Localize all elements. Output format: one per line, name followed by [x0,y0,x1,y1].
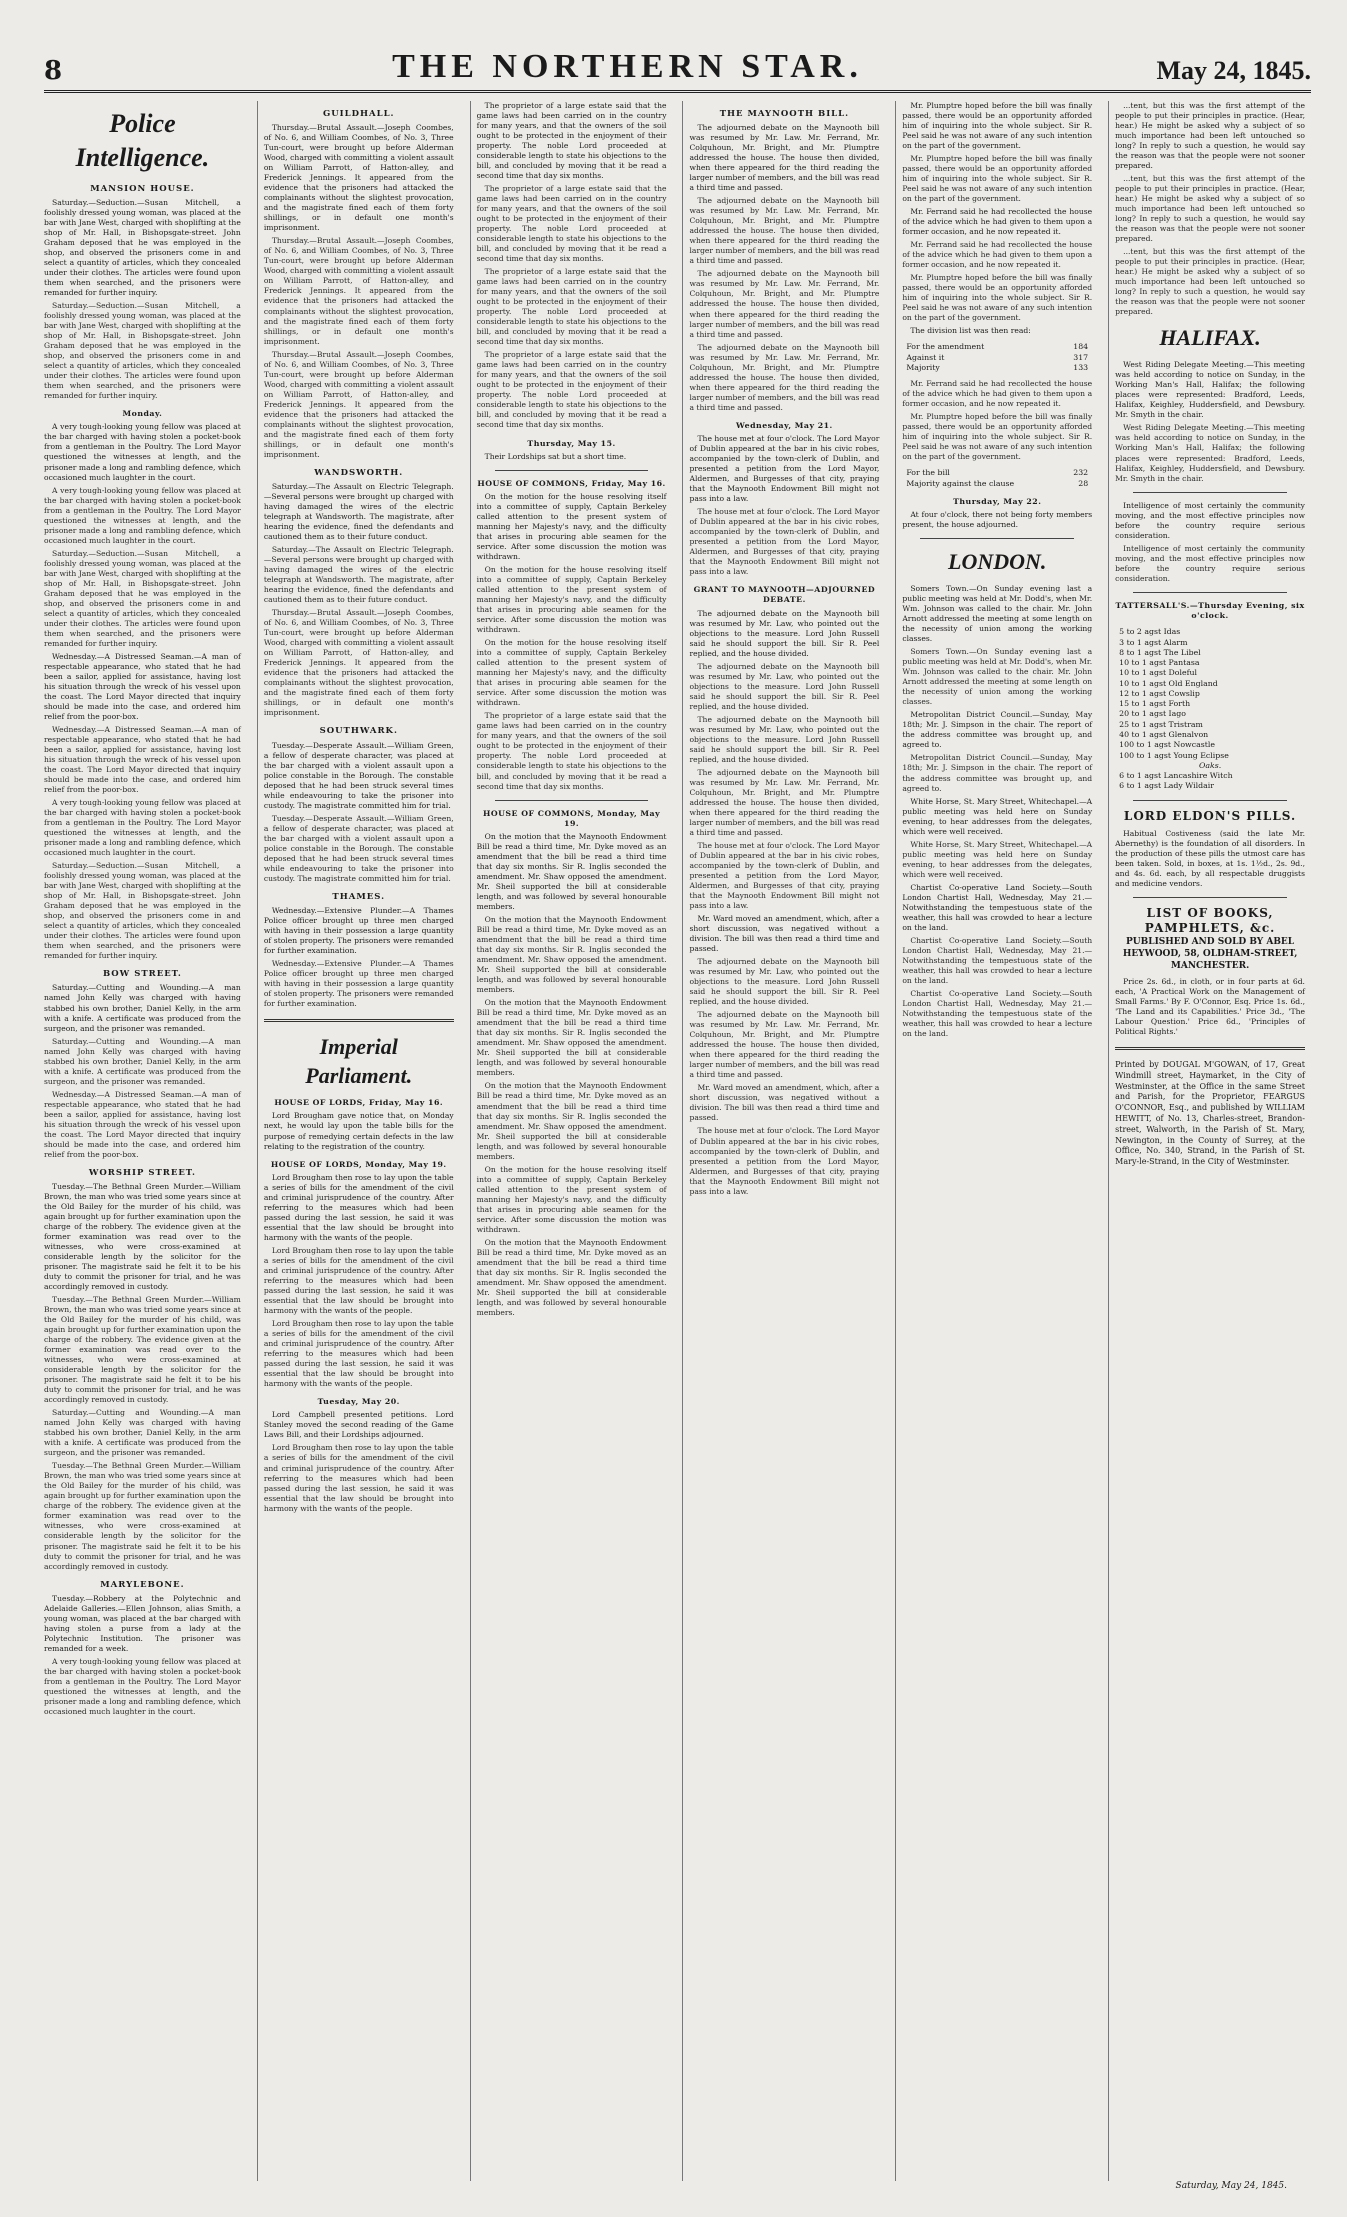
article-text: A very tough-looking young fellow was placed at the bar charged with having stolen a pocket-book from a gentleman in the Poultry. The Lord Mayor questioned the witnesses at length, and the prisoner made a long and rambling defence, which occasioned much laughter in the court. [44,422,241,482]
article-text: Mr. Plumptre hoped before the bill was finally passed, there would be an opportunity afforded him of inquiring into the whole subject. Sir R. Peel said he was not aware of any such intention on the part of the government. [902,273,1093,323]
article-text: Tuesday.—Desperate Assault.—William Green, a fellow of desperate character, was placed at the bar charged with a violent assault upon a police constable in the Borough. The constable deposed that he had been struck several times while endeavouring to take the prisoner into custody. The magistrate committed him for trial. [263,813,454,883]
betting-row: 12 to 1 agst Cowslip [1119,688,1200,698]
article-text: Chartist Co-operative Land Society.—South London Chartist Hall, Wednesday, May 21.—Notwithstanding the tempestuous state of the weather, this hall was crowded to hear a lecture on the land. [902,882,1093,932]
betting-row: 100 to 1 agst Nowcastle [1119,740,1215,750]
article-text: The adjourned debate on the Maynooth bill was resumed by Mr. Law. Mr. Ferrand, Mr. Colquhoun, Mr. Bright, and Mr. Plumptre addressed the house. The house then divided, when there appeared for the third reading the larger number of members, and the bill was read a third time and passed. [689,196,880,266]
article-text: Saturday.—The Assault on Electric Telegraph.—Several persons were brought up charged with having damaged the wires of the electric telegraph at Wandsworth. The magistrate, after hearing the evidence, fined the defendants and cautioned them as to their future conduct. [263,481,454,542]
subheading: Thursday, May 22. [953,496,1042,506]
subheading: GUILDHALL. [322,109,395,119]
subheading: WORSHIP STREET. [88,1167,196,1178]
betting-row: 20 to 1 agst Iago [1119,709,1186,719]
article-text: The adjourned debate on the Maynooth bill was resumed by Mr. Law. Mr. Ferrand, Mr. Colquhoun, Mr. Bright, and Mr. Plumptre addressed the house. The house then divided, when there appeared for the third reading the larger number of members, and the bill was read a third time and passed. [689,767,880,838]
article-text: Wednesday.—Extensive Plunder.—A Thames Police officer brought up three men charged with having in their possession a large quantity of stolen property. The prisoners were remanded for further examination. [263,959,454,1009]
article-text: Mr. Plumptre hoped before the bill was finally passed, there would be an opportunity afforded him of inquiring into the whole subject. Sir R. Peel said he was not aware of any such intention on the part of the government. [902,101,1093,151]
column-4 [682,101,885,2181]
betting-row: 8 to 1 agst The Libel [1119,647,1201,657]
article-text: Chartist Co-operative Land Society.—South London Chartist Hall, Wednesday, May 21.—Notwithstanding the tempestuous state of the weather, this hall was crowded to hear a lecture on the land. [902,935,1093,985]
divider [1133,800,1287,801]
article-text: Tuesday.—Desperate Assault.—William Green, a fellow of desperate character, was placed at the bar charged with a violent assault upon a police constable in the Borough. The constable deposed that he had been struck several times while endeavouring to take the prisoner into custody. The magistrate committed him for trial. [263,740,454,810]
masthead [44,40,1311,93]
columns [44,101,1311,2181]
section-heading-parliament: Imperial Parliament. [305,1034,413,1089]
article-text: Intelligence of most certainly the community moving, and the most effective principles now before the country require serious consideration. [1115,500,1305,540]
subheading: Thursday, May 15. [527,438,616,448]
article-text: Saturday.—Seduction.—Susan Mitchell, a foolishly dressed young woman, was placed at the bar with Jane West, charged with shoplifting at the shop of Mr. Hall, in Bishopsgate-street. John Graham deposed that he was employed in the shop, and observed the prisoners come in and select a quantity of articles, which they concealed under their clothes. The articles were found upon them when searched, and the prisoners were remanded for further inquiry. [44,861,241,961]
article-text: The adjourned debate on the Maynooth bill was resumed by Mr. Law, who pointed out the objections to the measure. Lord John Russell said he should support the bill. Sir R. Peel replied, and the house divided. [689,608,880,658]
article-text: Saturday.—Cutting and Wounding.—A man named John Kelly was charged with having stabbed his own brother, Daniel Kelly, in the arm with a knife. A certificate was produced from the surgeon, and the prisoner was remanded. [44,983,241,1033]
betting-row: 25 to 1 agst Tristram [1119,719,1203,729]
betting-row: 6 to 1 agst Lancashire Witch [1119,771,1233,781]
article-text: Thursday.—Brutal Assault.—Joseph Coombes, of No. 6, and William Coombes, of No. 3, Three Tun-court, were brought up before Alderman Wood, charged with committing a violent assault on William Parrott, of Hatton-alley, and Frederick Jennings. It appeared from the evidence that the prisoners had attacked the complainants without the slightest provocation, and the magistrate fined each of them forty shillings, or in default one month's imprisonment. [263,349,454,459]
article-text: Metropolitan District Council.—Sunday, May 18th; Mr. J. Simpson in the chair. The report of the address committee was brought up, and agreed to. [902,710,1093,750]
divider [1133,592,1287,593]
article-text: Saturday.—Cutting and Wounding.—A man named John Kelly was charged with having stabbed his own brother, Daniel Kelly, in the arm with a knife. A certificate was produced from the surgeon, and the prisoner was remanded. [44,1036,241,1086]
subheading: MARYLEBONE. [100,1579,185,1590]
betting-list [1115,627,1305,792]
article-text: Lord Brougham gave notice that, on Monday next, he would lay upon the table bills for the purpose of remedying certain defects in the law relating to the registration of the country. [263,1111,454,1151]
article-text: The division list was then read: [910,326,1031,336]
column-5 [895,101,1098,2181]
article-text: Thursday.—Brutal Assault.—Joseph Coombes, of No. 6, and William Coombes, of No. 3, Three Tun-court, were brought up before Alderman Wood, charged with committing a violent assault on William Parrott, of Hatton-alley, and Frederick Jennings. It appeared from the evidence that the prisoners had attacked the complainants without the slightest provocation, and the magistrate fined each of them forty shillings, or in default one month's imprisonment. [263,236,454,346]
divider [1133,492,1287,493]
column-2 [257,101,460,2181]
ad-subtitle: PUBLISHED AND SOLD BY ABEL HEYWOOD, 58, OLDHAM-STREET, MANCHESTER. [1122,937,1298,972]
article-text: Mr. Plumptre hoped before the bill was finally passed, there would be an opportunity afforded him of inquiring into the whole subject. Sir R. Peel said he was not aware of any such intention on the part of the government. [902,154,1093,204]
article-text: The adjourned debate on the Maynooth bill was resumed by Mr. Law. Mr. Ferrand, Mr. Colquhoun, Mr. Bright, and Mr. Plumptre addressed the house. The house then divided, when there appeared for the third reading the larger number of members, and the bill was read a third time and passed. [689,1010,880,1080]
article-text: Wednesday.—A Distressed Seaman.—A man of respectable appearance, who stated that he had been a sailor, applied for assistance, having lost his situation through the wreck of his vessel upon the coast. The Lord Mayor directed that inquiry should be made into the case, and ordered him relief from the poor-box. [44,724,241,794]
article-text: Somers Town.—On Sunday evening last a public meeting was held at Mr. Dodd's, when Mr. Wm. Johnson was called to the chair. Mr. John Arnott addressed the meeting at some length on the necessity of union among the working classes. [902,647,1093,707]
newspaper-title: THE NORTHERN STAR. [392,48,863,85]
article-text: Lord Brougham then rose to lay upon the table a series of bills for the amendment of the civil and criminal jurisprudence of the country. After referring to the measures which had been passed during the last session, he said it was essential that the law should be brought into harmony with the wants of the people. [263,1172,454,1242]
section-heading-police: Police Intelligence. [75,109,210,173]
article-text: Lord Campbell presented petitions. Lord Stanley moved the second reading of the Game Laws Bill, and their Lordships adjourned. [263,1410,454,1440]
article-text: The house met at four o'clock. The Lord Mayor of Dublin appeared at the bar in his civic robes, accompanied by the town-clerk of Dublin, and presented a petition from the Lord Mayor, Aldermen, and Burgesses of that city, praying that the Maynooth Endowment Bill might not pass into a law. [689,433,880,504]
article-text: White Horse, St. Mary Street, Whitechapel.—A public meeting was held here on Sunday evening, to hear addresses from the delegates, which were well received. [902,796,1093,836]
article-text: Mr. Ward moved an amendment, which, after a short discussion, was negatived without a division. The bill was then read a third time and passed. [689,914,880,954]
article-text: Saturday.—Cutting and Wounding.—A man named John Kelly was charged with having stabbed his own brother, Daniel Kelly, in the arm with a knife. A certificate was produced from the surgeon, and the prisoner was remanded. [44,1408,241,1458]
article-text: On the motion that the Maynooth Endowment Bill be read a third time, Mr. Dyke moved as an amendment that the bill be read a third time that day six months. Sir R. Inglis seconded the amendment. Mr. Shaw opposed the amendment. Mr. Sheil supported the bill at considerable length, and was followed by several honourable members. [476,832,667,912]
betting-row: 10 to 1 agst Doleful [1119,668,1198,678]
printer-imprint: Printed by DOUGAL M'GOWAN, of 17, Great Windmill street, Haymarket, in the City of Westminster, at the Office in the same Street and Parish, for the Proprietor, FEARGUS O'CONNOR, Esq., and published by WILLIAM HEWITT, of No. 13, Charles-street, Brandon-street, Walworth, in the Parish of St. Mary, Newington, in the County of Surrey, at the Office, No. 340, Strand, in the Parish of St. Mary-le-Strand, in the City of Westminster. [1115,1060,1305,1167]
article-text: On the motion that the Maynooth Endowment Bill be read a third time, Mr. Dyke moved as an amendment that the bill be read a third time that day six months. Sir R. Inglis seconded the amendment. Mr. Shaw opposed the amendment. Mr. Sheil supported the bill at considerable length, and was followed by several honourable members. [476,1081,667,1161]
article-text: On the motion that the Maynooth Endowment Bill be read a third time, Mr. Dyke moved as an amendment that the bill be read a third time that day six months. Sir R. Inglis seconded the amendment. Mr. Shaw opposed the amendment. Mr. Sheil supported the bill at considerable length, and was followed by several honourable members. [476,915,667,995]
article-text: Wednesday.—Extensive Plunder.—A Thames Police officer brought up three men charged with having in their possession a large quantity of stolen property. The prisoners were remanded for further examination. [263,905,454,956]
article-text: Thursday.—Brutal Assault.—Joseph Coombes, of No. 6, and William Coombes, of No. 3, Three Tun-court, were brought up before Alderman Wood, charged with committing a violent assault on William Parrott, of Hatton-alley, and Frederick Jennings. It appeared from the evidence that the prisoners had attacked the complainants without the slightest provocation, and the magistrate fined each of them forty shillings, or in default one month's imprisonment. [263,123,454,233]
article-text: On the motion for the house resolving itself into a committee of supply, Captain Berkeley called attention to the present system of manning her Majesty's navy, and the difficulty that arises in procuring able seamen for the service. After some discussion the motion was withdrawn. [476,1164,667,1234]
ad-title: LIST OF BOOKS, PAMPHLETS, &c. [1144,905,1276,936]
ad-text: Price 2s. 6d., in cloth, or in four parts at 6d. each, 'A Practical Work on the Management of Small Farms.' By F. O'Connor, Esq. Price 1s. 6d., 'The Land and its Capabilities.' Price 3d., 'The Labour Question.' Price 6d., 'Principles of Political Rights.' [1115,976,1305,1037]
article-text: Somers Town.—On Sunday evening last a public meeting was held at Mr. Dodd's, when Mr. Wm. Johnson was called to the chair. Mr. John Arnott addressed the meeting at some length on the necessity of union among the working classes. [902,584,1093,644]
article-text: The adjourned debate on the Maynooth bill was resumed by Mr. Law, who pointed out the objections to the measure. Lord John Russell said he should support the bill. Sir R. Peel replied, and the house divided. [689,714,880,764]
article-text: The adjourned debate on the Maynooth bill was resumed by Mr. Law. Mr. Ferrand, Mr. Colquhoun, Mr. Bright, and Mr. Plumptre addressed the house. The house then divided, when there appeared for the third reading the larger number of members, and the bill was read a third time and passed. [689,342,880,412]
column-1 [44,101,247,2181]
issue-date: May 24, 1845. [1156,56,1311,85]
article-text: Lord Brougham then rose to lay upon the table a series of bills for the amendment of the civil and criminal jurisprudence of the country. After referring to the measures which had been passed during the last session, he said it was essential that the law should be brought into harmony with the wants of the people. [263,1443,454,1513]
article-text: Saturday.—Seduction.—Susan Mitchell, a foolishly dressed young woman, was placed at the bar with Jane West, charged with shoplifting at the shop of Mr. Hall, in Bishopsgate-street. John Graham deposed that he was employed in the shop, and observed the prisoners come in and select a quantity of articles, which they concealed under their clothes. The articles were found upon them when searched, and the prisoners were remanded for further inquiry. [44,197,241,297]
subheading: BOW STREET. [102,969,182,980]
division-list [902,468,1092,489]
subheading: Wednesday, May 21. [736,420,833,430]
article-text: The adjourned debate on the Maynooth bill was resumed by Mr. Law. Mr. Ferrand, Mr. Colquhoun, Mr. Bright, and Mr. Plumptre addressed the house. The house then divided, when there appeared for the third reading the larger number of members, and the bill was read a third time and passed. [689,123,880,193]
article-text: ...tent, but this was the first attempt of the people to put their principles in practice. (Hear, hear.) He might be asked why a subject of so much importance had been left untouched so long? In reply to such a question, he would say the reason was that the people were not sooner prepared. [1115,101,1305,171]
article-text: On the motion that the Maynooth Endowment Bill be read a third time, Mr. Dyke moved as an amendment that the bill be read a third time that day six months. Sir R. Inglis seconded the amendment. Mr. Shaw opposed the amendment. Mr. Sheil supported the bill at considerable length, and was followed by several honourable members. [476,1237,667,1317]
betting-row: 100 to 1 agst Young Eclipse [1119,750,1229,760]
divider [1133,897,1287,898]
betting-row: 3 to 1 agst Alarm [1119,637,1188,647]
subheading: SOUTHWARK. [319,726,398,737]
article-text: A very tough-looking young fellow was placed at the bar charged with having stolen a pocket-book from a gentleman in the Poultry. The Lord Mayor questioned the witnesses at length, and the prisoner made a long and rambling defence, which occasioned much laughter in the court. [44,798,241,858]
subheading: Tuesday, May 20. [317,1397,400,1407]
divider [920,538,1074,539]
article-text: The adjourned debate on the Maynooth bill was resumed by Mr. Law. Mr. Ferrand, Mr. Colquhoun, Mr. Bright, and Mr. Plumptre addressed the house. The house then divided, when there appeared for the third reading the larger number of members, and the bill was read a third time and passed. [689,269,880,339]
article-text: Saturday.—Seduction.—Susan Mitchell, a foolishly dressed young woman, was placed at the bar with Jane West, charged with shoplifting at the shop of Mr. Hall, in Bishopsgate-street. John Graham deposed that he was employed in the shop, and observed the prisoners come in and select a quantity of articles, which they concealed under their clothes. The articles were found upon them when searched, and the prisoners were remanded for further inquiry. [44,301,241,401]
subheading: THAMES. [332,891,386,902]
article-text: The house met at four o'clock. The Lord Mayor of Dublin appeared at the bar in his civic robes, accompanied by the town-clerk of Dublin, and presented a petition from the Lord Mayor, Aldermen, and Burgesses of that city, praying that the Maynooth Endowment Bill might not pass into a law. [689,1126,880,1196]
article-text: The proprietor of a large estate said that the game laws had been carried on in the country for many years, and that the owners of the soil ought to be protected in the enjoyment of their property. The noble Lord proceeded at considerable length to state his objections to the bill, and concluded by moving that it be read a second time that day six months. [476,267,667,347]
page-number: 8 [44,56,63,86]
article-text: Mr. Ward moved an amendment, which, after a short discussion, was negatived without a division. The bill was then read a third time and passed. [689,1083,880,1123]
division-list [902,342,1092,373]
division-row: For the bill 232 [906,468,1089,478]
article-text: Mr. Ferrand said he had recollected the house of the advice which he had given to them upon a former occasion, and he now repeated it. [902,240,1093,270]
tattersall-heading: TATTERSALL'S.—Thursday Evening, six o'clock. [1115,600,1305,620]
article-text: Tuesday.—Robbery at the Polytechnic and Adelaide Galleries.—Ellen Johnson, alias Smith, a young woman, was placed at the bar charged with having stolen a purse from a lady at the Polytechnic Institution. The prisoner was remanded for a week. [44,1593,241,1653]
article-text: A very tough-looking young fellow was placed at the bar charged with having stolen a pocket-book from a gentleman in the Poultry. The Lord Mayor questioned the witnesses at length, and the prisoner made a long and rambling defence, which occasioned much laughter in the court. [44,1656,241,1716]
article-text: Wednesday.—A Distressed Seaman.—A man of respectable appearance, who stated that he had been a sailor, applied for assistance, having lost his situation through the wreck of his vessel upon the coast. The Lord Mayor directed that inquiry should be made into the case, and ordered him relief from the poor-box. [44,1089,241,1159]
article-text: On the motion that the Maynooth Endowment Bill be read a third time, Mr. Dyke moved as an amendment that the bill be read a third time that day six months. Sir R. Inglis seconded the amendment. Mr. Shaw opposed the amendment. Mr. Sheil supported the bill at considerable length, and was followed by several honourable members. [476,998,667,1078]
subheading: HOUSE OF LORDS, Monday, May 19. [270,1159,447,1169]
article-text: Tuesday.—The Bethnal Green Murder.—William Brown, the man who was tried some years since at the Old Bailey for the murder of his child, was again brought up for further examination upon the charge of the robbery. The evidence given at the former examination was read over to the witnesses, who were cross-examined at considerable length by the solicitor for the prisoner. The magistrate said he felt it to be his duty to commit the prisoner for trial, and he was accordingly removed in custody. [44,1181,241,1292]
divider [495,800,649,801]
divider [495,470,649,471]
article-text: Lord Brougham then rose to lay upon the table a series of bills for the amendment of the civil and criminal jurisprudence of the country. After referring to the measures which had been passed during the last session, he said it was essential that the law should be brought into harmony with the wants of the people. [263,1245,454,1316]
article-text: On the motion for the house resolving itself into a committee of supply, Captain Berkeley called attention to the present system of manning her Majesty's navy, and the difficulty that arises in procuring able seamen for the service. After some discussion the motion was withdrawn. [476,565,667,635]
article-text: At four o'clock, there not being forty members present, the house adjourned. [902,510,1093,530]
subheading: THE MAYNOOTH BILL. [719,109,850,119]
subheading: Monday. [122,409,163,419]
advertisement-pills [1115,809,1305,825]
ad-title: LORD ELDON'S PILLS. [1123,808,1297,823]
article-text: The proprietor of a large estate said that the game laws had been carried on in the country for many years, and that the owners of the soil ought to be protected in the enjoyment of their property. The noble Lord proceeded at considerable length to state his objections to the bill, and concluded by moving that it be read a second time that day six months. [476,350,667,430]
subheading: HOUSE OF COMMONS, Friday, May 16. [477,478,666,488]
article-text: Wednesday.—A Distressed Seaman.—A man of respectable appearance, who stated that he had been a sailor, applied for assistance, having lost his situation through the wreck of his vessel upon the coast. The Lord Mayor directed that inquiry should be made into the case, and ordered him relief from the poor-box. [44,651,241,721]
article-text: Metropolitan District Council.—Sunday, May 18th; Mr. J. Simpson in the chair. The report of the address committee was brought up, and agreed to. [902,753,1093,793]
betting-row: 5 to 2 agst Idas [1119,627,1181,637]
footer-date: Saturday, May 24, 1845. [1175,2181,1287,2191]
betting-row: 15 to 1 agst Forth [1119,699,1191,709]
article-text: West Riding Delegate Meeting.—This meeting was held according to notice on Sunday, in the Working Man's Hall, Halifax; the following places were represented: Bradford, Leeds, Halifax, Keighley, Huddersfield, and Dewsbury. Mr. Smyth in the chair. [1115,360,1305,420]
column-6 [1108,101,1311,2181]
ad-text: Habitual Costiveness (said the late Mr. Abernethy) is the foundation of all disorders. In the production of these pills the utmost care has been taken. Sold, in boxes, at 1s. 1½d., 2s. 9d., and 4s. 6d. each, by all respectable druggists and medicine vendors. [1115,828,1305,888]
subheading: HOUSE OF LORDS, Friday, May 16. [274,1098,444,1108]
column-3 [470,101,673,2181]
article-text: Lord Brougham then rose to lay upon the table a series of bills for the amendment of the civil and criminal jurisprudence of the country. After referring to the measures which had been passed during the last session, he said it was essential that the law should be brought into harmony with the wants of the people. [263,1319,454,1389]
article-text: Mr. Plumptre hoped before the bill was finally passed, there would be an opportunity afforded him of inquiring into the whole subject. Sir R. Peel said he was not aware of any such intention on the part of the government. [902,412,1093,462]
betting-row: 40 to 1 agst Glenalvon [1119,730,1209,740]
article-text: The adjourned debate on the Maynooth bill was resumed by Mr. Law, who pointed out the objections to the measure. Lord John Russell said he should support the bill. Sir R. Peel replied, and the house divided. [689,661,880,711]
article-text: A very tough-looking young fellow was placed at the bar charged with having stolen a pocket-book from a gentleman in the Poultry. The Lord Mayor questioned the witnesses at length, and the prisoner made a long and rambling defence, which occasioned much laughter in the court. [44,485,241,545]
article-text: The proprietor of a large estate said that the game laws had been carried on in the country for many years, and that the owners of the soil ought to be protected in the enjoyment of their property. The noble Lord proceeded at considerable length to state his objections to the bill, and concluded by moving that it be read a second time that day six months. [476,101,667,181]
subheading: HOUSE OF COMMONS, Monday, May 19. [482,808,661,828]
article-text: Chartist Co-operative Land Society.—South London Chartist Hall, Wednesday, May 21.—Notwithstanding the tempestuous state of the weather, this hall was crowded to hear a lecture on the land. [902,988,1093,1038]
article-text: West Riding Delegate Meeting.—This meeting was held according to notice on Sunday, in the Working Man's Hall, Halifax; the following places were represented: Bradford, Leeds, Halifax, Keighley, Huddersfield, and Dewsbury. Mr. Smyth in the chair. [1115,423,1305,483]
article-text: Thursday.—Brutal Assault.—Joseph Coombes, of No. 6, and William Coombes, of No. 3, Three Tun-court, were brought up before Alderman Wood, charged with committing a violent assault on William Parrott, of Hatton-alley, and Frederick Jennings. It appeared from the evidence that the prisoners had attacked the complainants without the slightest provocation, and the magistrate fined each of them forty shillings, or in default one month's imprisonment. [263,608,454,718]
subheading: MANSION HOUSE. [90,183,195,194]
article-text: Their Lordships sat but a short time. [484,451,627,461]
article-text: ...tent, but this was the first attempt of the people to put their principles in practice. (Hear, hear.) He might be asked why a subject of so much importance had been left untouched so long? In reply to such a question, he would say the reason was that the people were not sooner prepared. [1115,247,1305,317]
betting-row: 10 to 1 agst Old England [1119,678,1218,688]
subheading: WANDSWORTH. [314,467,404,478]
article-text: Tuesday.—The Bethnal Green Murder.—William Brown, the man who was tried some years since at the Old Bailey for the murder of his child, was again brought up for further examination upon the charge of the robbery. The evidence given at the former examination was read over to the witnesses, who were cross-examined at considerable length by the solicitor for the prisoner. The magistrate said he felt it to be his duty to commit the prisoner for trial, and he was accordingly removed in custody. [44,1461,241,1571]
divider [1115,1047,1305,1050]
subheading: GRANT TO MAYNOOTH—ADJOURNED DEBATE. [693,585,876,605]
division-row: Majority 133 [906,362,1089,372]
article-text: Mr. Ferrand said he had recollected the house of the advice which he had given to them upon a former occasion, and he now repeated it. [902,379,1093,409]
article-text: On the motion for the house resolving itself into a committee of supply, Captain Berkeley called attention to the present system of manning her Majesty's navy, and the difficulty that arises in procuring able seamen for the service. After some discussion the motion was withdrawn. [476,492,667,562]
betting-row: 6 to 1 agst Lady Wildair [1119,781,1215,791]
article-text: Saturday.—The Assault on Electric Telegraph.—Several persons were brought up charged with having damaged the wires of the electric telegraph at Wandsworth. The magistrate, after hearing the evidence, fined the defendants and cautioned them as to their future conduct. [263,545,454,605]
article-text: Mr. Ferrand said he had recollected the house of the advice which he had given to them upon a former occasion, and he now repeated it. [902,207,1093,237]
article-text: Intelligence of most certainly the community moving, and the most effective principles now before the country require serious consideration. [1115,543,1305,583]
article-text: On the motion for the house resolving itself into a committee of supply, Captain Berkeley called attention to the present system of manning her Majesty's navy, and the difficulty that arises in procuring able seamen for the service. After some discussion the motion was withdrawn. [476,638,667,708]
article-text: The house met at four o'clock. The Lord Mayor of Dublin appeared at the bar in his civic robes, accompanied by the town-clerk of Dublin, and presented a petition from the Lord Mayor, Aldermen, and Burgesses of that city, praying that the Maynooth Endowment Bill might not pass into a law. [689,841,880,911]
division-row: Against it 317 [906,352,1089,362]
article-text: ...tent, but this was the first attempt of the people to put their principles in practice. (Hear, hear.) He might be asked why a subject of so much importance had been left untouched so long? In reply to such a question, he would say the reason was that the people were not sooner prepared. [1115,174,1305,244]
article-text: Saturday.—Seduction.—Susan Mitchell, a foolishly dressed young woman, was placed at the bar with Jane West, charged with shoplifting at the shop of Mr. Hall, in Bishopsgate-street. John Graham deposed that he was employed in the shop, and observed the prisoners come in and select a quantity of articles, which they concealed under their clothes. The articles were found upon them when searched, and the prisoners were remanded for further inquiry. [44,548,241,648]
betting-row: Oaks. [1198,760,1222,770]
advertisement-books [1115,906,1305,973]
article-text: The house met at four o'clock. The Lord Mayor of Dublin appeared at the bar in his civic robes, accompanied by the town-clerk of Dublin, and presented a petition from the Lord Mayor, Aldermen, and Burgesses of that city, praying that the Maynooth Endowment Bill might not pass into a law. [689,507,880,577]
article-text: The proprietor of a large estate said that the game laws had been carried on in the country for many years, and that the owners of the soil ought to be protected in the enjoyment of their property. The noble Lord proceeded at considerable length to state his objections to the bill, and concluded by moving that it be read a second time that day six months. [476,184,667,264]
divider [264,1019,454,1022]
betting-row: 10 to 1 agst Pantasa [1119,658,1200,668]
section-heading-london: LONDON. [948,549,1047,575]
article-text: The proprietor of a large estate said that the game laws had been carried on in the country for many years, and that the owners of the soil ought to be protected in the enjoyment of their property. The noble Lord proceeded at considerable length to state his objections to the bill, and concluded by moving that it be read a second time that day six months. [476,711,667,791]
article-text: The adjourned debate on the Maynooth bill was resumed by Mr. Law, who pointed out the objections to the measure. Lord John Russell said he should support the bill. Sir R. Peel replied, and the house divided. [689,957,880,1007]
section-heading-halifax: HALIFAX. [1159,325,1261,351]
division-row: Majority against the clause 28 [906,478,1089,488]
article-text: Tuesday.—The Bethnal Green Murder.—William Brown, the man who was tried some years since at the Old Bailey for the murder of his child, was again brought up for further examination upon the charge of the robbery. The evidence given at the former examination was read over to the witnesses, who were cross-examined at considerable length by the solicitor for the prisoner. The magistrate said he felt it to be his duty to commit the prisoner for trial, and he was accordingly removed in custody. [44,1295,241,1405]
article-text: White Horse, St. Mary Street, Whitechapel.—A public meeting was held here on Sunday evening, to hear addresses from the delegates, which were well received. [902,839,1093,879]
division-row: For the amendment 184 [906,342,1089,352]
